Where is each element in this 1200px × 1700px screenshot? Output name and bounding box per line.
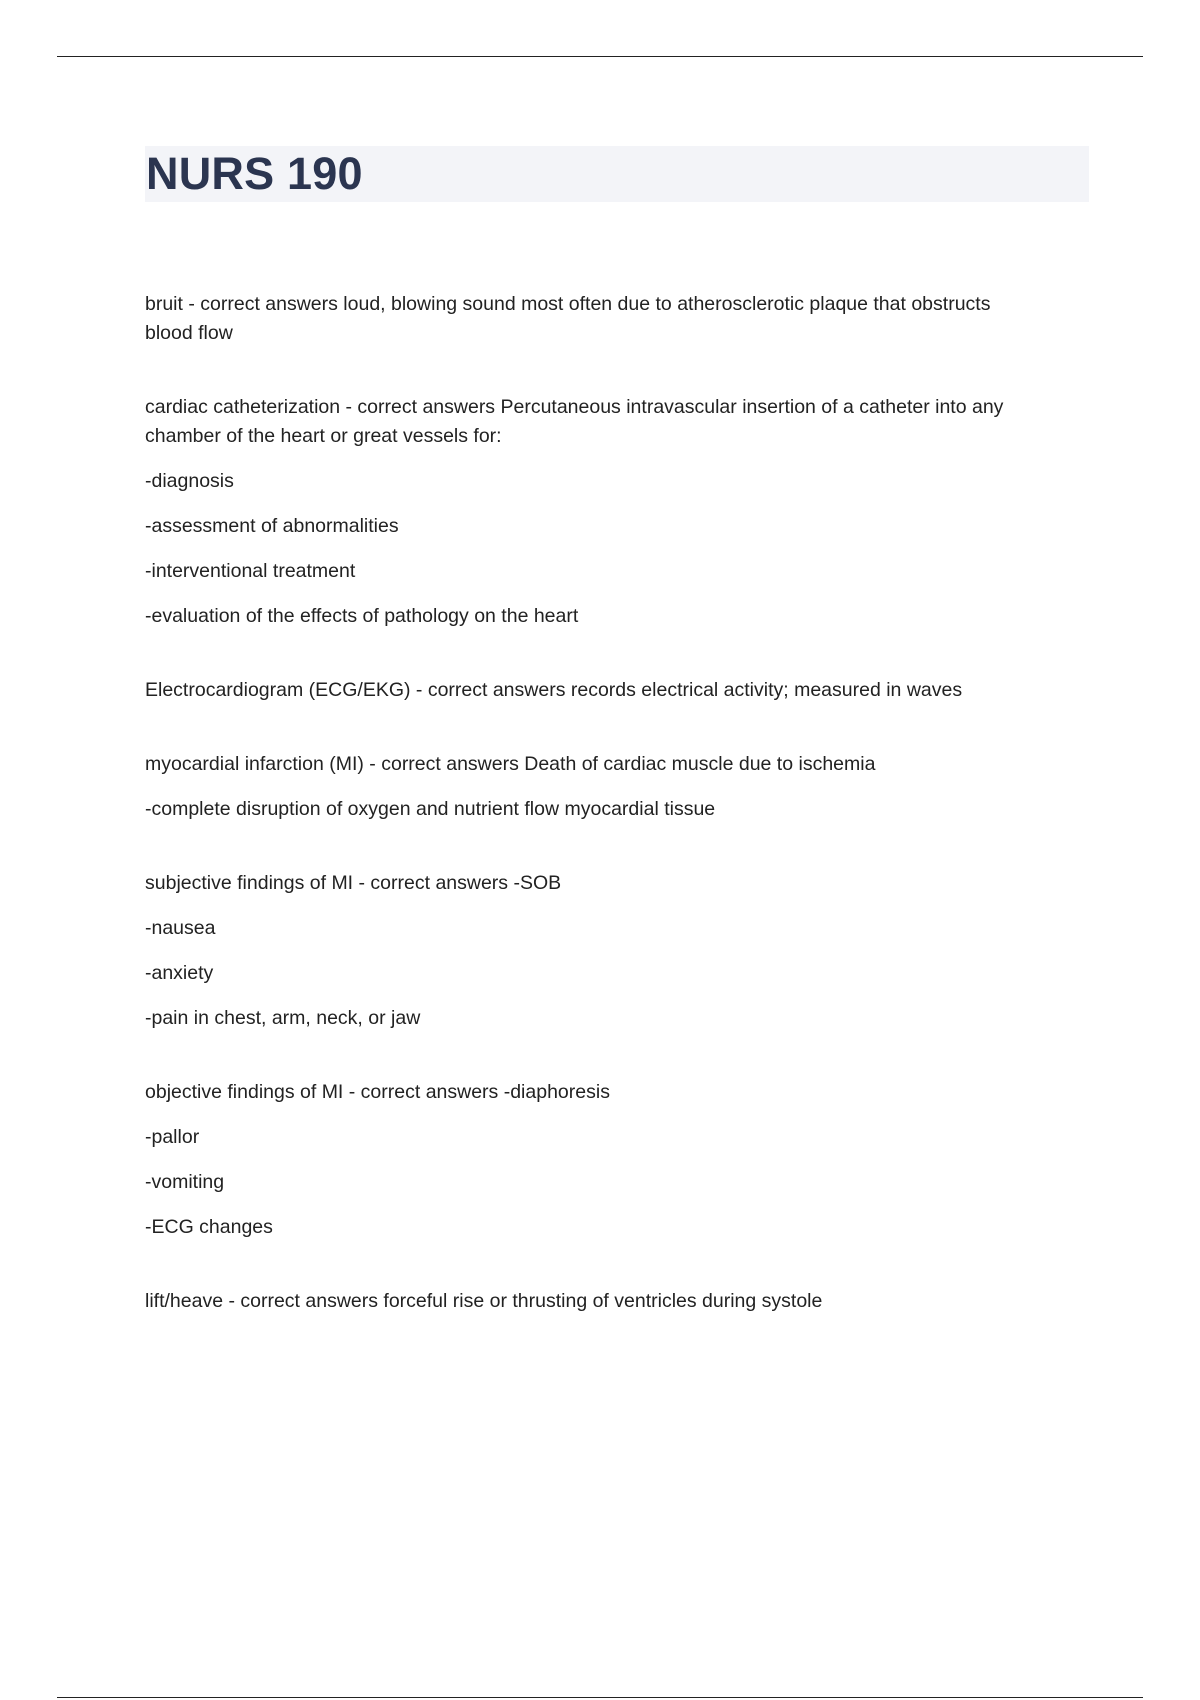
entry-sub-item: -anxiety [145, 962, 214, 984]
page-title: NURS 190 [146, 148, 363, 199]
entry-sub-item: -diagnosis [145, 470, 234, 492]
entry-line: bruit - correct answers loud, blowing sound most often due to atherosclerotic plaque that obstructs [145, 293, 991, 315]
flashcard-list [145, 290, 1075, 1361]
entry-line: myocardial infarction (MI) - correct answers Death of cardiac muscle due to ischemia [145, 753, 876, 775]
entry-myocardial-infarction [145, 750, 1075, 824]
top-rule [57, 56, 1143, 57]
entry-sub-item: -pallor [145, 1126, 200, 1148]
entry-bruit [145, 290, 1075, 348]
entry-line: blood flow [145, 322, 233, 344]
entry-sub-item: -interventional treatment [145, 560, 356, 582]
entry-line: lift/heave - correct answers forceful rise or thrusting of ventricles during systole [145, 1290, 823, 1312]
entry-line: Electrocardiogram (ECG/EKG) - correct answers records electrical activity; measured in waves [145, 679, 963, 701]
entry-cardiac-catheterization [145, 393, 1075, 631]
entry-line: cardiac catheterization - correct answers Percutaneous intravascular insertion of a catheter into any [145, 396, 1004, 418]
entry-sub-item: -vomiting [145, 1171, 225, 1193]
entry-subjective-findings [145, 869, 1075, 1033]
bottom-rule [57, 1697, 1143, 1698]
entry-sub-item: -pain in chest, arm, neck, or jaw [145, 1007, 421, 1029]
entry-line: objective findings of MI - correct answers -diaphoresis [145, 1081, 610, 1103]
entry-sub-item: -evaluation of the effects of pathology on the heart [145, 605, 579, 627]
entry-objective-findings [145, 1078, 1075, 1242]
entry-sub-item: -complete disruption of oxygen and nutrient flow myocardial tissue [145, 798, 716, 820]
entry-electrocardiogram [145, 676, 1075, 705]
entry-sub-item: -nausea [145, 917, 216, 939]
entry-lift-heave [145, 1287, 1075, 1316]
entry-sub-item: -assessment of abnormalities [145, 515, 399, 537]
entry-sub-item: -ECG changes [145, 1216, 273, 1238]
entry-line: subjective findings of MI - correct answers -SOB [145, 872, 562, 894]
entry-line: chamber of the heart or great vessels for: [145, 425, 502, 447]
